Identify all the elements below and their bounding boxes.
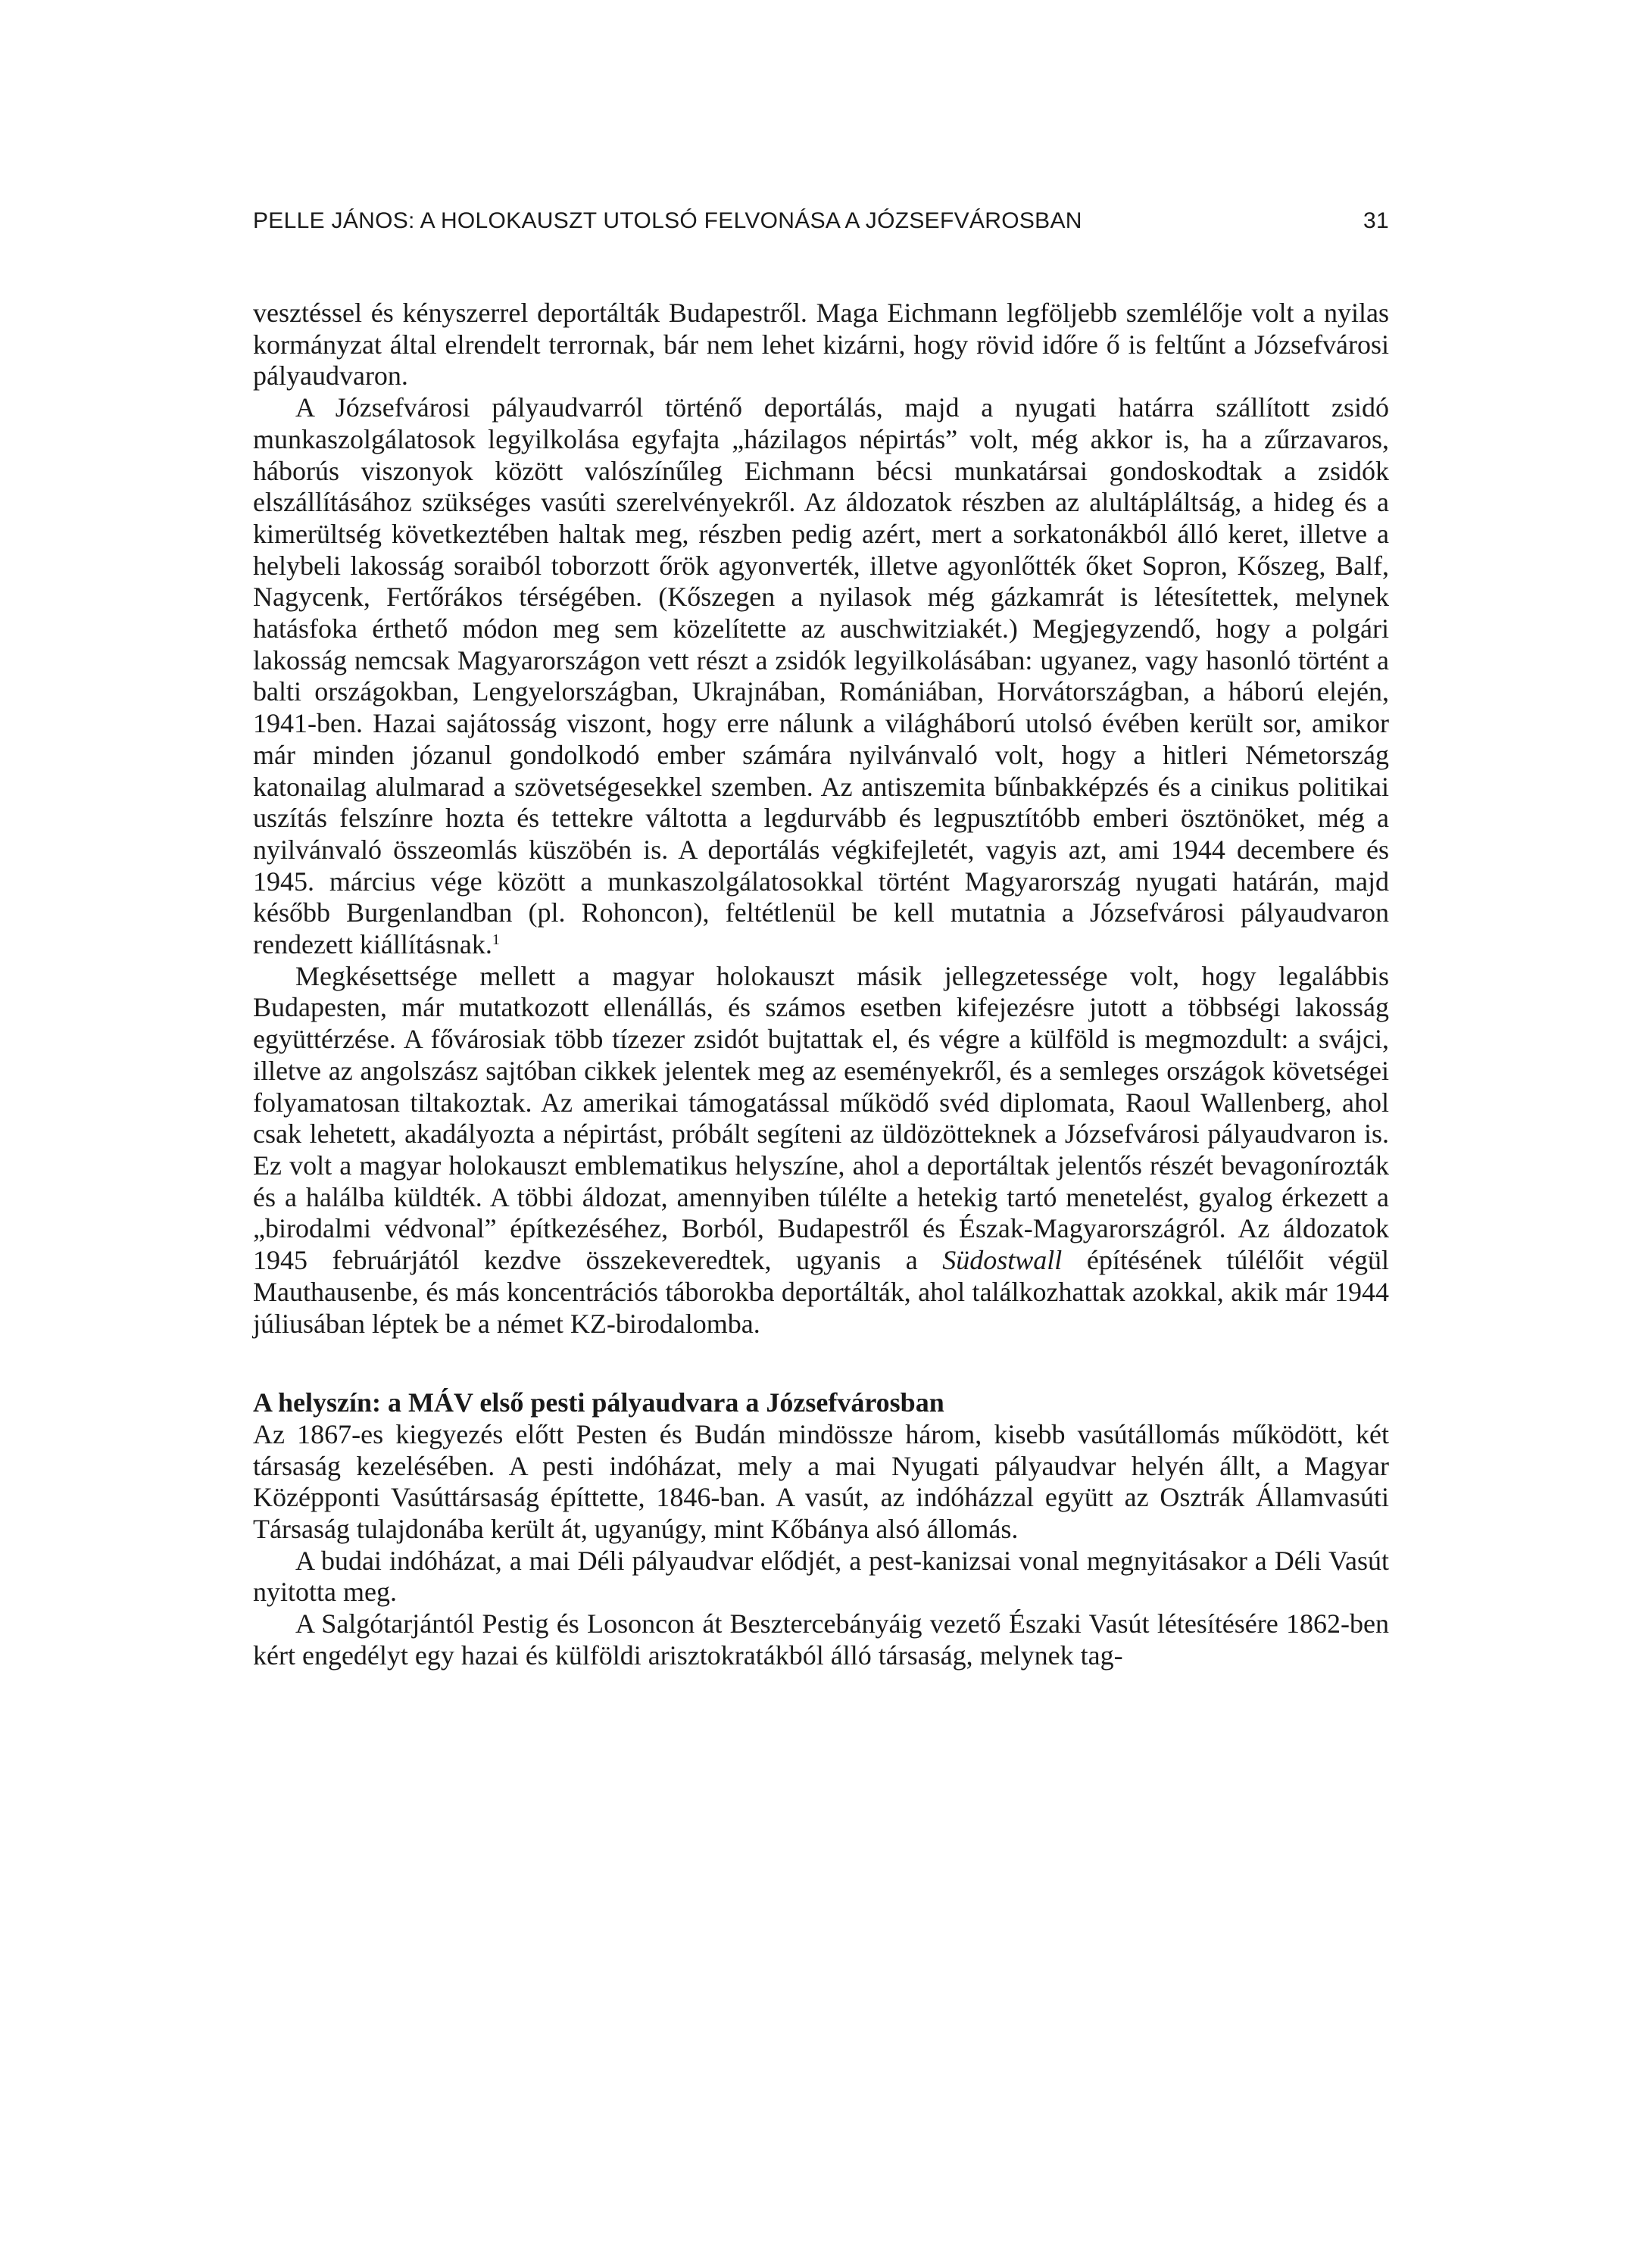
paragraph-resistance-text-1: Megkésettsége mellett a magyar holokauszt másik jellegzetessége volt, hogy legalábbis Budapesten, már mutatkozott ellenállás, és számos esetben kifejezésre jutott a többségi lakosság együttérzése. A fővárosiak több tízezer zsidót bujtattak el, és végre a külföld is megmozdult: a svájci, illetve az angolszász sajtóban cikkek jelentek meg az eseményekről, és a semleges országok követségei folyamatosan tiltakoztak. Az amerikai támogatással működő svéd diplomata, Raoul Wallenberg, ahol csak lehetett, akadályozta a népirtást, próbált segíteni az üldözötteknek a Józsefvárosi pályaudvaron is. Ez volt a magyar holokauszt emblematikus helyszíne, ahol a deportáltak jelentős részét bevagonírozták és a halálba küldték. A többi áldozat, amennyiben túlélte a hetekig tartó menetelést, gyalog érkezett a „birodalmi védvonal” építkezéséhez, Borból, Budapestről és Észak-Magyarországról. Az áldozatok 1945 februárjától kezdve összekeveredtek, ugyanis a [253,960,1389,1276]
running-header [253,206,1389,236]
running-header-title: PELLE JÁNOS: A HOLOKAUSZT UTOLSÓ FELVONÁSA A JÓZSEFVÁROSBAN [253,208,1082,233]
paragraph-stations: Az 1867-es kiegyezés előtt Pesten és Budán mindössze három, kisebb vasútállomás működött, két társaság kezelésében. A pesti indóházat, mely a mai Nyugati pályaudvar helyén állt, a Magyar Középponti Vasúttársaság építtette, 1846-ban. A vasút, az indóházzal együtt az Osztrák Államvasúti Társaság tulajdonába került át, ugyanúgy, mint Kőbánya alsó állomás. [253,1418,1389,1545]
paragraph-northern-railway: A Salgótarjántól Pestig és Losoncon át Besztercebányáig vezető Északi Vasút létesítésére 1862-ben kért engedélyt egy hazai és külföldi arisztokratákból álló társaság, melynek tag- [253,1608,1389,1671]
paragraph-buda-station: A budai indóházat, a mai Déli pályaudvar elődjét, a pest-kanizsai vonal megnyitásakor a Déli Vasút nyitotta meg. [253,1545,1389,1608]
page-number: 31 [1363,208,1389,233]
italic-term: Südostwall [942,1245,1063,1276]
footnote-marker: 1 [492,931,500,949]
paragraph-resistance [253,961,1389,1340]
paragraph-deportation [253,392,1389,961]
paragraph-resistance-text-2: építésének túlélőit végül Mauthausenbe, és más koncentrációs táborokba deportálták, ahol találkozhattak azokkal, akik már 1944 júliusában léptek be a német KZ-birodalomba. [253,1245,1389,1339]
paragraph-continued: vesztéssel és kényszerrel deportálták Budapestről. Maga Eichmann legföljebb szemlélője volt a nyilas kormányzat által elrendelt terrornak, bár nem lehet kizárni, hogy rövid időre ő is feltűnt a Józsefvárosi pályaudvaron. [253,298,1389,392]
section-heading: A helyszín: a MÁV első pesti pályaudvara a Józsefvárosban [253,1387,944,1418]
paragraph-deportation-text: A Józsefvárosi pályaudvarról történő deportálás, majd a nyugati határra szállított zsidó munkaszolgálatosok legyilkolása egyfajta „házilagos népirtás” volt, még akkor is, ha a zűrzavaros, háborús viszonyok között valószínűleg Eichmann bécsi munkatársai gondoskodtak a zsidók elszállításához szükséges vasúti szerelvényekről. Az áldozatok részben az alultápláltság, a hideg és a kimerültség következtében haltak meg, részben pedig azért, mert a sorkatonákból álló keret, illetve a helybeli lakosság soraiból toborzott őrök agyonverték, illetve agyonlőtték őket Sopron, Kőszeg, Balf, Nagycenk, Fertőrákos térségében. (Kőszegen a nyilasok még gázkamrát is létesítettek, melynek hatásfoka érthető módon meg sem közelítette az auschwitziakét.) Megjegyzendő, hogy a polgári lakosság nemcsak Magyarországon vett részt a zsidók legyilkolásában: ugyanez, vagy hasonló történt a balti országokban, Lengyelországban, Ukrajnában, Romániában, Horvátországban, a háború elején, 1941-ben. Hazai sajátosság viszont, hogy erre nálunk a világháború utolsó évében került sor, amikor már minden józanul gondolkodó ember számára nyilvánvaló volt, hogy a hitleri Németország katonailag alulmarad a szövetségesekkel szemben. Az antiszemita bűnbakképzés és a cinikus politikai uszítás felszínre hozta és tettekre váltotta a legdurvább és legpusztítóbb emberi ösztönöket, még a nyilvánvaló összeomlás küszöbén is. A deportálás végkifejletét, vagyis azt, ami 1944 decembere és 1945. március vége között a munkaszolgálatosokkal történt Magyarország nyugati határán, majd később Burgenlandban (pl. Rohoncon), feltétlenül be kell mutatnia a Józsefvárosi pályaudvaron rendezett kiállításnak. [253,392,1389,960]
article-body [253,298,1389,1672]
